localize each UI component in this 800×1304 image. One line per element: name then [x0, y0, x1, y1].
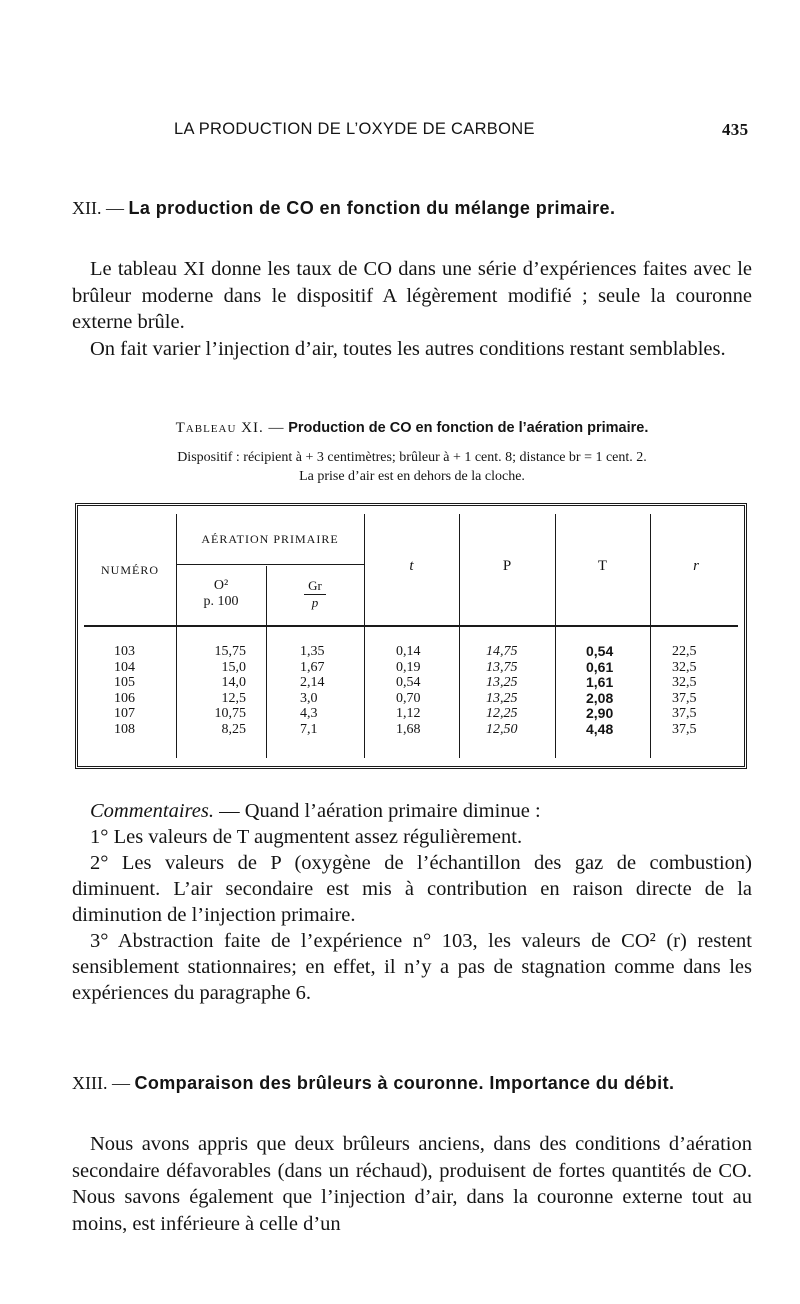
- column-p: [486, 644, 518, 737]
- comments-label: Commentaires.: [90, 800, 214, 822]
- header-gr-denominator: p: [311, 595, 319, 610]
- intro-paragraph-1: Le tableau XI donne les taux de CO dans une série d’expériences faites avec le brûleur moderne dans le dispositif A légèrement modifié ; seule la couronne externe brûle.: [72, 258, 752, 333]
- table-cell: 108: [114, 721, 135, 737]
- table-label: Tableau XI. —: [175, 420, 285, 436]
- table-cell: 13,25: [486, 675, 518, 690]
- table-cell: 4,3: [300, 706, 318, 721]
- header-o2-unit: p. 100: [203, 594, 239, 609]
- closing-text: [72, 1131, 752, 1237]
- comments-block: [72, 798, 752, 1006]
- table-cell: 1,67: [300, 659, 325, 675]
- comment-2: 2° Les valeurs de P (oxygène de l’échantillon des gaz de combustion) diminuent. L’air secondaire est mis à contribution en raison directe de la diminution de l’injection primaire.: [72, 852, 752, 926]
- header-bottom-rule: [84, 625, 738, 627]
- column-rule: [176, 514, 177, 758]
- table-cell: 12,25: [486, 706, 518, 721]
- table-cell: 2,14: [300, 675, 325, 690]
- table-cell: 15,0: [221, 659, 246, 675]
- table-cell: 7,1: [300, 721, 318, 737]
- table-cell: 3,0: [300, 690, 318, 706]
- table-cell: 107: [114, 706, 135, 721]
- header-o2: [176, 578, 266, 610]
- column-o2: [200, 644, 246, 737]
- comments-lead-text: — Quand l’aération primaire diminue :: [213, 800, 541, 822]
- table-cell: 32,5: [672, 675, 697, 690]
- table-cell: 15,75: [214, 644, 246, 659]
- section-title: La production de CO en fonction du mélange primaire.: [128, 198, 616, 218]
- table-cell: 1,68: [396, 721, 421, 737]
- table-cell: 13,25: [486, 690, 518, 706]
- header-r: r: [693, 558, 699, 574]
- table-cell: 22,5: [672, 644, 697, 659]
- column-rule: [555, 514, 556, 758]
- table-cell: 106: [114, 690, 135, 706]
- comment-1: 1° Les valeurs de T augmentent assez régulièrement.: [90, 826, 523, 848]
- section-number: XIII. —: [72, 1073, 130, 1093]
- table-cell: 10,75: [214, 706, 246, 721]
- table-cell: 37,5: [672, 690, 697, 706]
- header-gr-numerator: Gr: [304, 578, 326, 595]
- table-cell: 4,48: [586, 720, 614, 737]
- section-number: XII. —: [72, 198, 124, 218]
- header-p: P: [502, 558, 512, 574]
- table-cell: 8,25: [221, 721, 246, 737]
- data-table: [75, 503, 747, 769]
- table-cell: 37,5: [672, 721, 697, 737]
- header-t-small: t: [409, 558, 414, 574]
- table-air-line: La prise d’air est en dehors de la cloche.: [299, 469, 525, 484]
- table-cell: 2,08: [586, 689, 614, 706]
- table-cell: 1,35: [300, 644, 325, 659]
- table-cell: 14,0: [221, 675, 246, 690]
- column-rule: [364, 514, 365, 758]
- running-title: LA PRODUCTION DE L’OXYDE DE CARBONE: [174, 120, 535, 138]
- intro-text: [72, 256, 752, 362]
- header-T: T: [597, 558, 608, 574]
- table-cell: 12,5: [221, 690, 246, 706]
- table-cell: 1,61: [586, 674, 614, 690]
- table-cell: 103: [114, 644, 135, 659]
- table-subcaption: [72, 448, 752, 486]
- section-title: Comparaison des brûleurs à couronne. Importance du débit.: [134, 1073, 675, 1093]
- section-xii-heading: [72, 198, 615, 219]
- column-rule: [650, 514, 651, 758]
- section-xiii-heading: [72, 1073, 674, 1094]
- table-cell: 12,50: [486, 721, 518, 737]
- header-o2-symbol: O²: [213, 578, 229, 593]
- table-cell: 0,61: [586, 658, 614, 675]
- column-numero: [114, 644, 135, 737]
- comments-lead: [72, 798, 752, 824]
- column-r: [672, 644, 697, 737]
- closing-paragraph: Nous avons appris que deux brûleurs anciens, dans des conditions d’aération secondaire défavorables (dans un réchaud), produisent de fortes quantités de CO. Nous savons également que l’injection d’air, dans la couronne externe tout au moins, est inférieure à celle d’un: [72, 1133, 752, 1235]
- header-numero: NUMÉRO: [100, 563, 159, 577]
- table-cell: 0,19: [396, 659, 421, 675]
- table-setup-line: Dispositif : récipient à + 3 centimètres; brûleur à + 1 cent. 8; distance br = 1 cent. 2.: [177, 450, 647, 465]
- table-title: Production de CO en fonction de l’aération primaire.: [288, 420, 649, 436]
- table-cell: 32,5: [672, 659, 697, 675]
- table-cell: 0,54: [586, 643, 614, 659]
- table-cell: 13,75: [486, 659, 518, 675]
- table-cell: 0,14: [396, 644, 421, 659]
- column-T: [586, 644, 613, 737]
- table-caption: [72, 420, 752, 437]
- table-cell: 0,70: [396, 690, 421, 706]
- comment-3: 3° Abstraction faite de l’expérience n° 103, les valeurs de CO² (r) restent sensiblement stationnaires; en effet, il n’y a pas de stagnation comme dans les expériences du paragraphe 6.: [72, 930, 752, 1004]
- table-cell: 14,75: [486, 644, 518, 659]
- column-rule: [459, 514, 460, 758]
- table-cell: 37,5: [672, 706, 697, 721]
- table-cell: 1,12: [396, 706, 421, 721]
- table-cell: 104: [114, 659, 135, 675]
- header-rule: [176, 564, 364, 565]
- table-cell: 105: [114, 675, 135, 690]
- column-t: [396, 644, 421, 737]
- column-gr: [300, 644, 325, 737]
- intro-paragraph-2: On fait varier l’injection d’air, toutes les autres conditions restant semblables.: [90, 337, 726, 360]
- header-gr-ratio: [266, 578, 364, 611]
- table-cell: 0,54: [396, 675, 421, 690]
- table-cell: 2,90: [586, 705, 614, 721]
- header-aeration: AÉRATION PRIMAIRE: [201, 532, 339, 546]
- page-number: 435: [722, 120, 749, 139]
